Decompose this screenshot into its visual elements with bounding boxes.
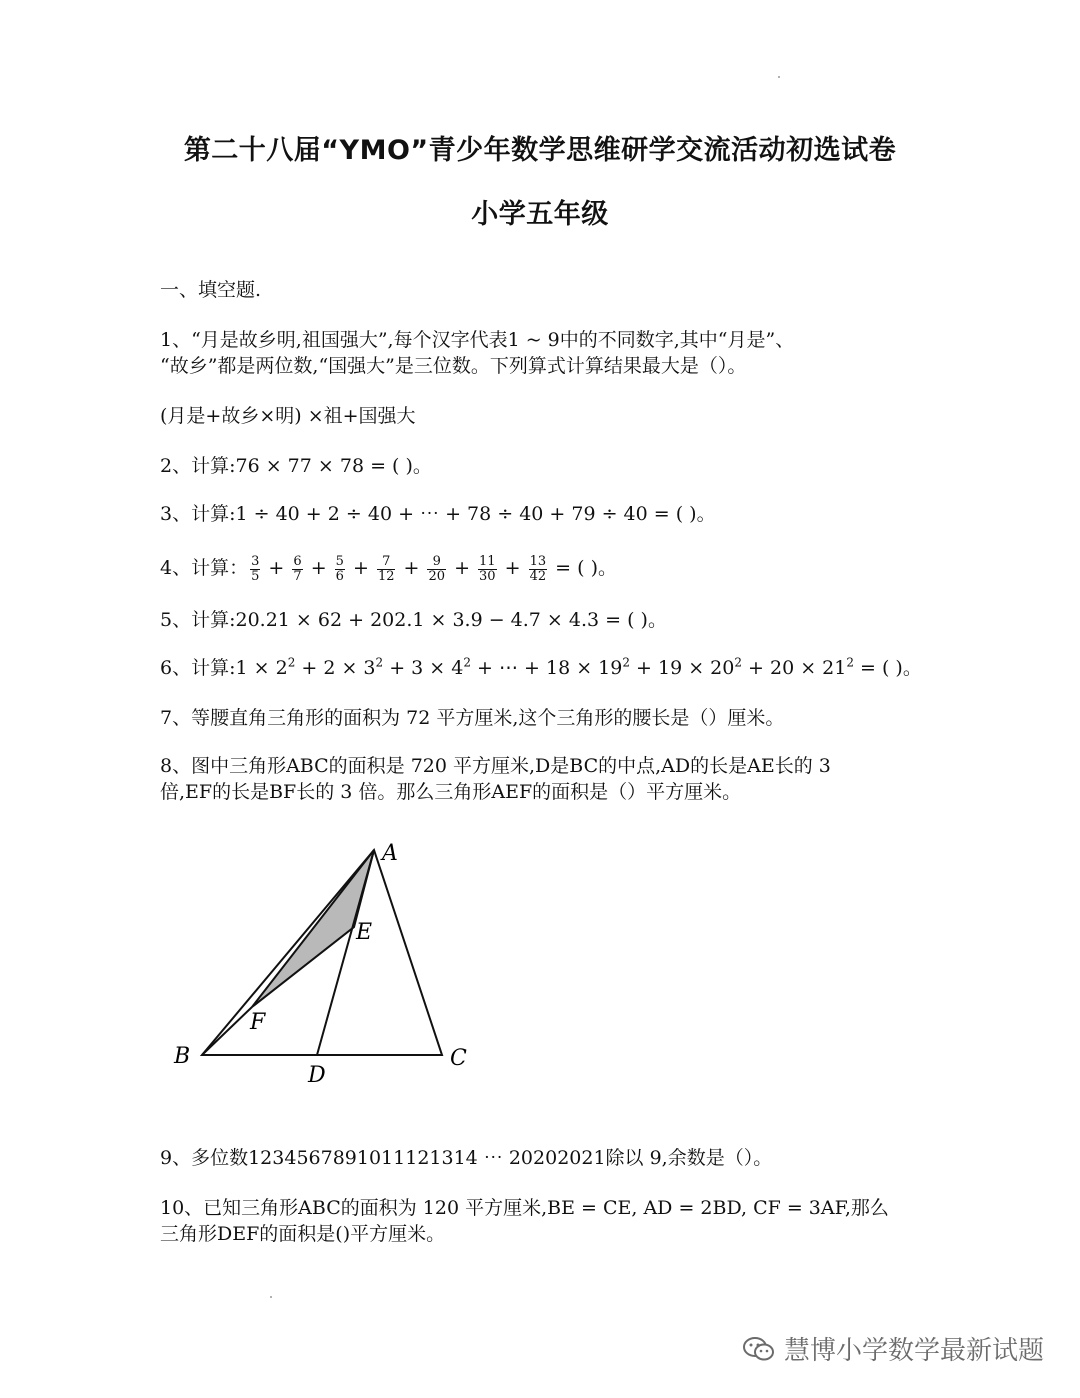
fraction — [529, 555, 548, 584]
plus-sign: + — [304, 557, 333, 579]
series-term: + 19 × 20 — [629, 657, 735, 679]
q1-line1: 1、“月是故乡明,祖国强大”,每个汉字代表1 ~ 9中的不同数字,其中“月是”、 — [160, 329, 795, 351]
plus-sign: + — [262, 557, 291, 579]
q4-suffix: 。 — [598, 557, 618, 579]
plus-sign: + — [448, 557, 477, 579]
watermark — [742, 1330, 1044, 1367]
fraction-denominator: 5 — [251, 568, 260, 584]
plus-sign: + — [346, 557, 375, 579]
fraction — [427, 555, 446, 584]
series-term: 1 × 2 — [235, 657, 288, 679]
q6-series — [236, 657, 854, 679]
q4 — [160, 552, 960, 584]
exponent: 2 — [734, 655, 742, 670]
scan-speck — [778, 76, 780, 78]
fraction-denominator: 6 — [335, 568, 344, 584]
q2 — [160, 452, 960, 480]
label-a: A — [382, 841, 398, 866]
series-term: + ⋯ + 18 × 19 — [470, 657, 623, 679]
fraction-numerator: 11 — [479, 553, 496, 569]
q3 — [160, 500, 960, 528]
q5-expr: 20.21 × 62 + 202.1 × 3.9 − 4.7 × 4.3 = ( ) — [235, 609, 648, 631]
q4-fraction-sum — [248, 553, 555, 584]
exponent: 2 — [622, 655, 630, 670]
triangle-figure — [160, 830, 500, 1100]
q2-suffix: 。 — [412, 455, 432, 477]
q3-suffix: 。 — [696, 503, 716, 525]
exponent: 2 — [846, 655, 854, 670]
fraction — [377, 555, 396, 584]
fraction-numerator: 6 — [293, 553, 302, 569]
segment-ad — [317, 850, 374, 1055]
watermark-text: 慧博小学数学最新试题 — [783, 1336, 1044, 1366]
label-f: F — [250, 1010, 266, 1035]
fraction-denominator: 20 — [428, 568, 446, 584]
segment-bf — [202, 1007, 252, 1055]
q1-line2: “故乡”都是两位数,“国强大”是三位数。下列算式计算结果最大是（）。 — [160, 355, 747, 377]
scan-speck — [270, 1296, 272, 1298]
exam-grade: 小学五年级 — [471, 199, 609, 230]
series-term: + 20 × 21 — [741, 657, 847, 679]
q3-expr: 1 ÷ 40 + 2 ÷ 40 + ⋯ + 78 ÷ 40 + 79 ÷ 40 = ( ) — [235, 503, 697, 525]
q1-expression: (月是+故乡×明) ×祖+国强大 — [160, 405, 416, 427]
label-c: C — [450, 1046, 467, 1071]
q6-tail: = ( ) — [853, 657, 903, 679]
fraction — [478, 555, 497, 584]
series-term: + 2 × 3 — [295, 657, 376, 679]
fraction — [335, 555, 345, 584]
fraction-denominator: 42 — [529, 568, 547, 584]
fraction-numerator: 9 — [427, 555, 446, 570]
q6-prefix: 6、计算: — [160, 657, 236, 679]
plus-sign: + — [498, 557, 527, 579]
q4-prefix: 4、计算： — [160, 557, 249, 579]
q5-suffix: 。 — [647, 609, 667, 631]
exponent: 2 — [287, 655, 296, 670]
exponent: 2 — [463, 655, 471, 670]
q10-line1: 10、已知三角形ABC的面积为 120 平方厘米,BE = CE, AD = 2BD, CF = 3AF,那么 — [160, 1197, 889, 1219]
q3-prefix: 3、计算: — [160, 503, 236, 525]
wechat-icon — [742, 1335, 776, 1363]
q6 — [160, 654, 960, 682]
label-d: D — [308, 1063, 326, 1088]
fraction — [292, 555, 302, 584]
label-e: E — [356, 920, 373, 945]
fraction-numerator: 5 — [335, 553, 344, 569]
exam-title: 第二十八届“YMO”青少年数学思维研学交流活动初选试卷 — [183, 135, 897, 166]
q4-tail: = ( ) — [555, 557, 598, 579]
fraction-denominator: 12 — [377, 568, 395, 584]
plus-sign: + — [397, 557, 426, 579]
exponent: 2 — [375, 655, 384, 670]
q2-expr: 76 × 77 × 78 = ( ) — [235, 455, 413, 477]
fraction-numerator: 7 — [377, 555, 396, 570]
q9: 9、多位数1234567891011121314 ⋯ 20202021除以 9,余数是（）。 — [160, 1147, 773, 1169]
q6-suffix: 。 — [902, 657, 922, 679]
fraction — [250, 555, 260, 584]
fraction-numerator: 13 — [529, 553, 547, 569]
fraction-numerator: 3 — [251, 553, 260, 569]
q7: 7、等腰直角三角形的面积为 72 平方厘米,这个三角形的腰长是（）厘米。 — [160, 707, 785, 729]
q2-prefix: 2、计算: — [160, 455, 236, 477]
q5 — [160, 606, 960, 634]
fraction-denominator: 30 — [479, 568, 496, 584]
series-term: + 3 × 4 — [383, 657, 464, 679]
section-heading: 一、填空题. — [160, 279, 262, 301]
fraction-denominator: 7 — [293, 568, 302, 584]
label-b: B — [174, 1044, 191, 1069]
q8-line1: 8、图中三角形ABC的面积是 720 平方厘米,D是BC的中点,AD的长是AE长的 3 — [160, 755, 831, 777]
q5-prefix: 5、计算: — [160, 609, 236, 631]
q8-line2: 倍,EF的长是BF长的 3 倍。那么三角形AEF的面积是（）平方厘米。 — [160, 781, 742, 803]
q10-line2: 三角形DEF的面积是()平方厘米。 — [160, 1223, 446, 1245]
